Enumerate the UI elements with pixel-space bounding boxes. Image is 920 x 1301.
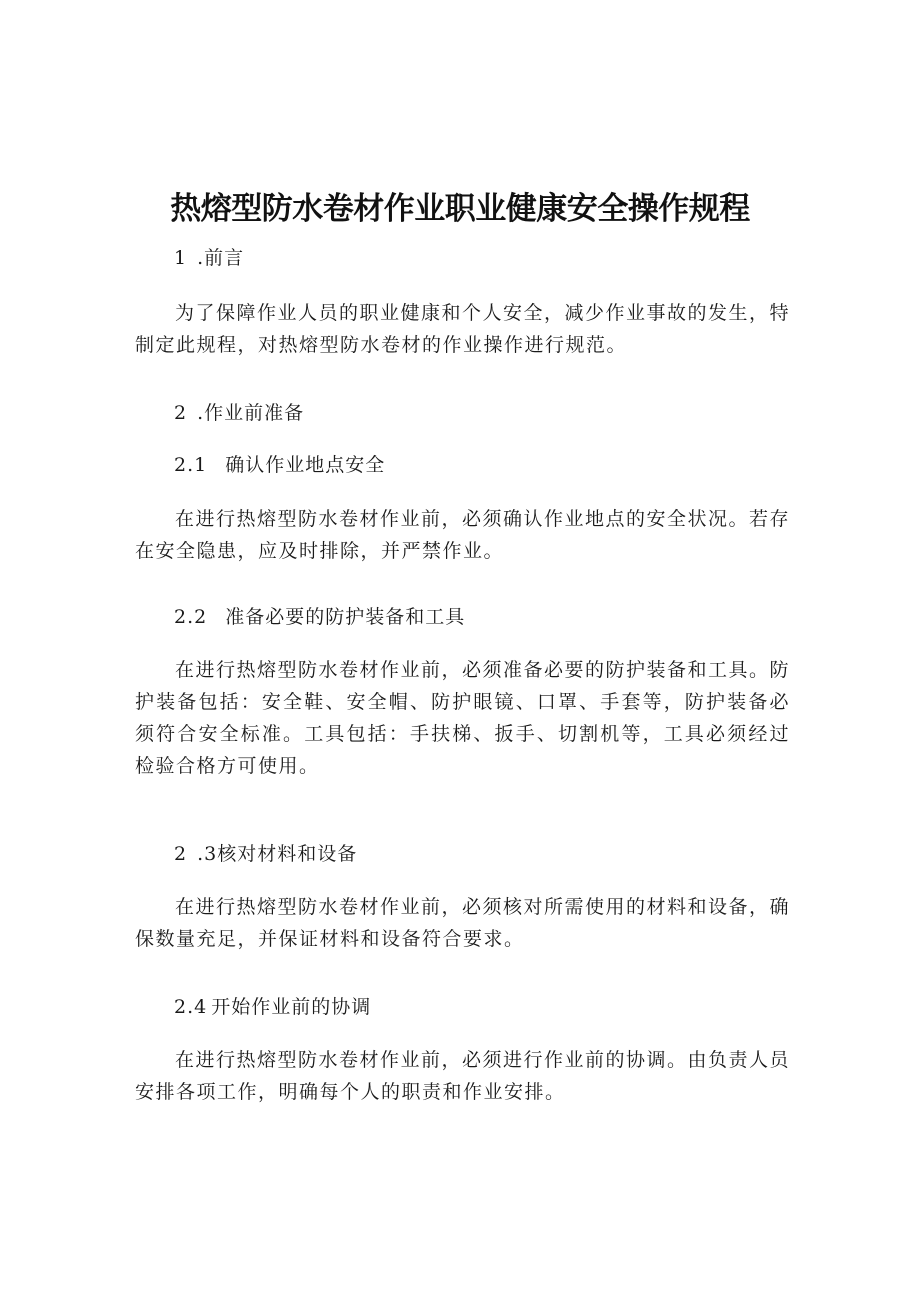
section-heading-1 xyxy=(174,244,244,272)
section-number: 2.4 xyxy=(174,996,208,1018)
section-heading-2-4 xyxy=(174,993,371,1021)
section-heading-2-3 xyxy=(174,840,357,868)
section-number: 2 xyxy=(174,843,188,865)
section-number: 2.2 xyxy=(174,606,208,628)
document-title: 热熔型防水卷材作业职业健康安全操作规程 xyxy=(170,191,750,227)
section-title: 开始作业前的协调 xyxy=(211,996,372,1018)
section-title: .作业前准备 xyxy=(197,402,305,424)
section-paragraph-2-3: 在进行热熔型防水卷材作业前，必须核对所需使用的材料和设备，确保数量充足，并保证材料和设备符合要求。 xyxy=(135,896,791,950)
section-number: 1 xyxy=(174,247,188,269)
section-number: 2 xyxy=(174,402,188,424)
section-heading-2 xyxy=(174,399,304,427)
section-heading-2-1 xyxy=(174,451,385,479)
section-paragraph-1: 为了保障作业人员的职业健康和个人安全，减少作业事故的发生，特制定此规程，对热熔型防水卷材的作业操作进行规范。 xyxy=(135,302,791,356)
section-title: .前言 xyxy=(197,247,245,269)
section-paragraph-2-4: 在进行热熔型防水卷材作业前，必须进行作业前的协调。由负责人员安排各项工作，明确每个人的职责和作业安排。 xyxy=(135,1049,791,1103)
section-title: .3核对材料和设备 xyxy=(197,843,358,865)
section-title: 确认作业地点安全 xyxy=(225,454,386,476)
section-paragraph-2-1: 在进行热熔型防水卷材作业前，必须确认作业地点的安全状况。若存在安全隐患，应及时排除，并严禁作业。 xyxy=(135,508,791,562)
section-title: 准备必要的防护装备和工具 xyxy=(225,606,466,628)
section-paragraph-2-2: 在进行热熔型防水卷材作业前，必须准备必要的防护装备和工具。防护装备包括：安全鞋、安全帽、防护眼镜、口罩、手套等，防护装备必须符合安全标准。工具包括：手扶梯、扳手、切割机等，工具必须经过检验合格方可使用。 xyxy=(135,659,791,777)
section-heading-2-2 xyxy=(174,603,465,631)
section-number: 2.1 xyxy=(174,454,208,476)
